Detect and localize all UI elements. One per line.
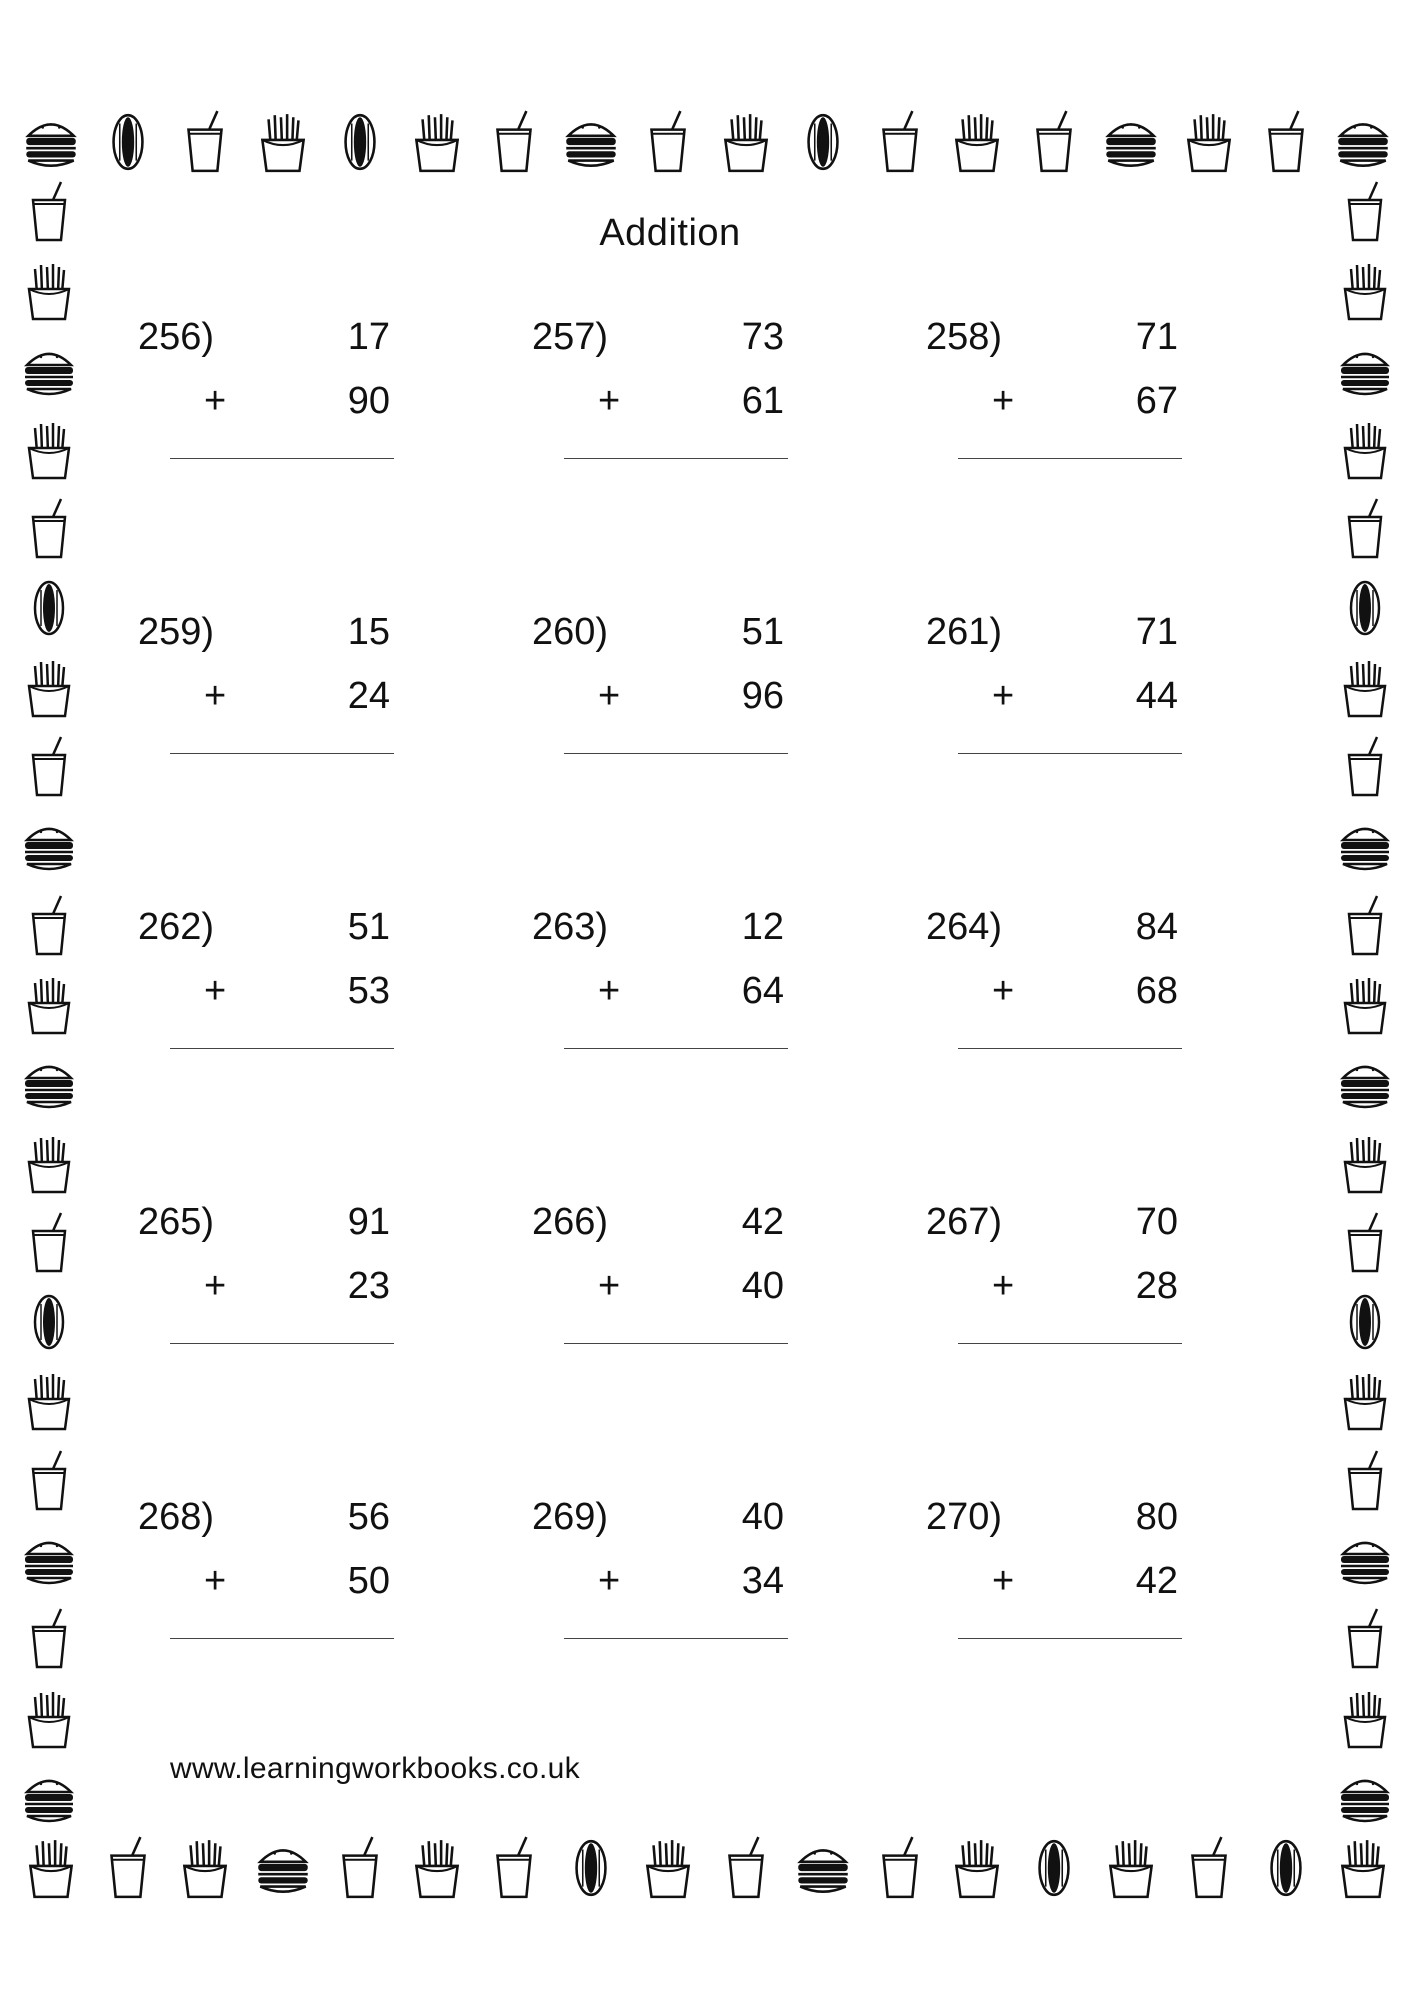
drink-icon xyxy=(481,109,547,175)
problem-262 xyxy=(138,906,438,1106)
question-number: 258) xyxy=(926,316,1003,358)
border-right xyxy=(1330,180,1400,1830)
drink-icon xyxy=(1333,497,1397,561)
drink-icon xyxy=(1333,1449,1397,1513)
question-number: 266) xyxy=(532,1201,609,1243)
question-number: 270) xyxy=(926,1496,1003,1538)
plus-sign: + xyxy=(204,1265,227,1307)
footer-url: www.learningworkbooks.co.uk xyxy=(170,1752,580,1785)
problem-267 xyxy=(926,1201,1226,1401)
first-addend: 80 xyxy=(1135,1496,1178,1538)
answer-line[interactable] xyxy=(170,1048,394,1049)
burger-icon xyxy=(1333,1052,1397,1116)
answer-line[interactable] xyxy=(958,458,1182,459)
plus-sign: + xyxy=(598,1560,621,1602)
second-addend: 67 xyxy=(1135,380,1178,422)
drink-icon xyxy=(17,894,81,958)
first-addend: 70 xyxy=(1135,1201,1178,1243)
problem-258 xyxy=(926,316,1226,516)
second-addend: 61 xyxy=(741,380,784,422)
fries-icon xyxy=(1333,418,1397,482)
first-addend: 51 xyxy=(741,611,784,653)
first-addend: 17 xyxy=(347,316,390,358)
first-addend: 73 xyxy=(741,316,784,358)
answer-line[interactable] xyxy=(564,458,788,459)
fries-icon xyxy=(17,259,81,323)
fries-icon xyxy=(17,973,81,1037)
fries-icon xyxy=(1333,1132,1397,1196)
fries-icon xyxy=(172,1835,238,1901)
burger-icon xyxy=(17,1528,81,1592)
fries-icon xyxy=(250,109,316,175)
drink-icon xyxy=(867,1835,933,1901)
problem-268 xyxy=(138,1496,438,1696)
first-addend: 71 xyxy=(1135,611,1178,653)
hotdog-icon xyxy=(17,1290,81,1354)
fries-icon xyxy=(17,1132,81,1196)
second-addend: 64 xyxy=(741,970,784,1012)
drink-icon xyxy=(1333,1211,1397,1275)
second-addend: 40 xyxy=(741,1265,784,1307)
plus-sign: + xyxy=(204,380,227,422)
burger-icon xyxy=(17,1052,81,1116)
first-addend: 71 xyxy=(1135,316,1178,358)
drink-icon xyxy=(635,109,701,175)
hotdog-icon xyxy=(327,109,393,175)
plus-sign: + xyxy=(992,970,1015,1012)
question-number: 268) xyxy=(138,1496,215,1538)
drink-icon xyxy=(1176,1835,1242,1901)
question-number: 257) xyxy=(532,316,609,358)
answer-line[interactable] xyxy=(170,1343,394,1344)
plus-sign: + xyxy=(992,380,1015,422)
second-addend: 50 xyxy=(347,1560,390,1602)
second-addend: 24 xyxy=(347,675,390,717)
answer-line[interactable] xyxy=(958,1343,1182,1344)
worksheet-title: Addition xyxy=(599,212,741,254)
burger-icon xyxy=(1098,109,1164,175)
answer-line[interactable] xyxy=(564,1048,788,1049)
fries-icon xyxy=(1333,1687,1397,1751)
burger-icon xyxy=(250,1835,316,1901)
fries-icon xyxy=(713,109,779,175)
drink-icon xyxy=(17,1211,81,1275)
plus-sign: + xyxy=(598,970,621,1012)
second-addend: 53 xyxy=(347,970,390,1012)
drink-icon xyxy=(713,1835,779,1901)
answer-line[interactable] xyxy=(564,1638,788,1639)
drink-icon xyxy=(327,1835,393,1901)
answer-line[interactable] xyxy=(958,1048,1182,1049)
fries-icon xyxy=(1333,656,1397,720)
second-addend: 34 xyxy=(741,1560,784,1602)
drink-icon xyxy=(1253,109,1319,175)
plus-sign: + xyxy=(598,1265,621,1307)
fries-icon xyxy=(17,1369,81,1433)
burger-icon xyxy=(1333,1528,1397,1592)
answer-line[interactable] xyxy=(564,753,788,754)
second-addend: 44 xyxy=(1135,675,1178,717)
fries-icon xyxy=(1333,259,1397,323)
answer-line[interactable] xyxy=(170,458,394,459)
fries-icon xyxy=(1333,973,1397,1037)
second-addend: 42 xyxy=(1135,1560,1178,1602)
problem-265 xyxy=(138,1201,438,1401)
fries-icon xyxy=(635,1835,701,1901)
question-number: 259) xyxy=(138,611,215,653)
burger-icon xyxy=(17,1766,81,1830)
plus-sign: + xyxy=(204,675,227,717)
hotdog-icon xyxy=(1021,1835,1087,1901)
problem-256 xyxy=(138,316,438,516)
burger-icon xyxy=(1333,814,1397,878)
drink-icon xyxy=(17,497,81,561)
drink-icon xyxy=(1333,735,1397,799)
drink-icon xyxy=(17,1607,81,1671)
drink-icon xyxy=(17,1449,81,1513)
fries-icon xyxy=(1176,109,1242,175)
answer-line[interactable] xyxy=(170,753,394,754)
drink-icon xyxy=(172,109,238,175)
question-number: 269) xyxy=(532,1496,609,1538)
hotdog-icon xyxy=(95,109,161,175)
burger-icon xyxy=(17,814,81,878)
problem-264 xyxy=(926,906,1226,1106)
first-addend: 12 xyxy=(741,906,784,948)
answer-line[interactable] xyxy=(958,753,1182,754)
plus-sign: + xyxy=(992,675,1015,717)
burger-icon xyxy=(1333,339,1397,403)
first-addend: 42 xyxy=(741,1201,784,1243)
question-number: 260) xyxy=(532,611,609,653)
fries-icon xyxy=(404,109,470,175)
question-number: 265) xyxy=(138,1201,215,1243)
problem-270 xyxy=(926,1496,1226,1696)
border-top xyxy=(18,102,1396,182)
fries-icon xyxy=(1330,1835,1396,1901)
question-number: 261) xyxy=(926,611,1003,653)
drink-icon xyxy=(867,109,933,175)
plus-sign: + xyxy=(598,675,621,717)
answer-line[interactable] xyxy=(170,1638,394,1639)
fries-icon xyxy=(1098,1835,1164,1901)
fries-icon xyxy=(944,109,1010,175)
first-addend: 40 xyxy=(741,1496,784,1538)
second-addend: 28 xyxy=(1135,1265,1178,1307)
burger-icon xyxy=(17,339,81,403)
hotdog-icon xyxy=(1253,1835,1319,1901)
first-addend: 84 xyxy=(1135,906,1178,948)
drink-icon xyxy=(95,1835,161,1901)
question-number: 256) xyxy=(138,316,215,358)
fries-icon xyxy=(1333,1369,1397,1433)
first-addend: 91 xyxy=(347,1201,390,1243)
drink-icon xyxy=(1333,1607,1397,1671)
problem-261 xyxy=(926,611,1226,811)
border-bottom xyxy=(18,1828,1396,1908)
plus-sign: + xyxy=(204,1560,227,1602)
hotdog-icon xyxy=(558,1835,624,1901)
burger-icon xyxy=(790,1835,856,1901)
answer-line[interactable] xyxy=(958,1638,1182,1639)
first-addend: 15 xyxy=(347,611,390,653)
question-number: 262) xyxy=(138,906,215,948)
second-addend: 23 xyxy=(347,1265,390,1307)
fries-icon xyxy=(17,1687,81,1751)
first-addend: 51 xyxy=(347,906,390,948)
burger-icon xyxy=(1330,109,1396,175)
plus-sign: + xyxy=(992,1560,1015,1602)
question-number: 267) xyxy=(926,1201,1003,1243)
border-left xyxy=(14,180,84,1830)
hotdog-icon xyxy=(790,109,856,175)
second-addend: 96 xyxy=(741,675,784,717)
problem-257 xyxy=(532,316,832,516)
problem-259 xyxy=(138,611,438,811)
fries-icon xyxy=(17,656,81,720)
hotdog-icon xyxy=(1333,576,1397,640)
burger-icon xyxy=(18,109,84,175)
second-addend: 90 xyxy=(347,380,390,422)
plus-sign: + xyxy=(992,1265,1015,1307)
drink-icon xyxy=(17,735,81,799)
drink-icon xyxy=(1333,894,1397,958)
question-number: 263) xyxy=(532,906,609,948)
problem-266 xyxy=(532,1201,832,1401)
answer-line[interactable] xyxy=(564,1343,788,1344)
hotdog-icon xyxy=(17,576,81,640)
drink-icon xyxy=(1021,109,1087,175)
problem-263 xyxy=(532,906,832,1106)
burger-icon xyxy=(1333,1766,1397,1830)
problem-260 xyxy=(532,611,832,811)
first-addend: 56 xyxy=(347,1496,390,1538)
question-number: 264) xyxy=(926,906,1003,948)
fries-icon xyxy=(18,1835,84,1901)
hotdog-icon xyxy=(1333,1290,1397,1354)
drink-icon xyxy=(1333,180,1397,244)
drink-icon xyxy=(481,1835,547,1901)
fries-icon xyxy=(404,1835,470,1901)
plus-sign: + xyxy=(598,380,621,422)
second-addend: 68 xyxy=(1135,970,1178,1012)
burger-icon xyxy=(558,109,624,175)
plus-sign: + xyxy=(204,970,227,1012)
fries-icon xyxy=(17,418,81,482)
problem-269 xyxy=(532,1496,832,1696)
fries-icon xyxy=(944,1835,1010,1901)
